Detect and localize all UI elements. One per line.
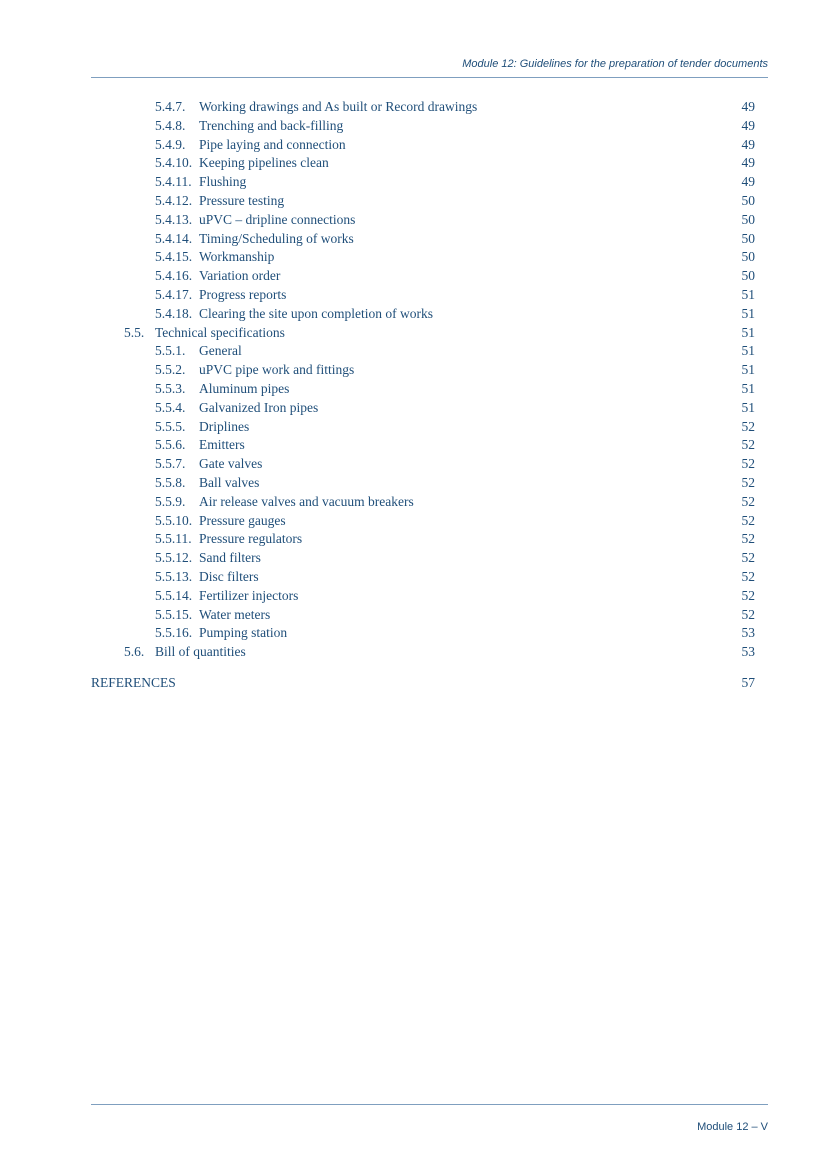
toc-entry-page-number: 51 (741, 381, 755, 396)
toc-entry-number: 5.4.16. (155, 268, 193, 284)
toc-entry-page-number: 50 (741, 249, 755, 265)
toc-entry-page-number: 53 (741, 644, 755, 660)
toc-entry-page-number: 51 (741, 287, 755, 302)
toc-entry[interactable] (0, 454, 826, 473)
toc-entry-title: Emitters (199, 437, 245, 453)
toc-entry-title: General (199, 343, 242, 359)
toc-entry[interactable] (0, 210, 826, 229)
footer-rule (91, 1104, 768, 1105)
toc-entry-title: Ball valves (199, 475, 260, 490)
toc-entry[interactable] (0, 492, 826, 511)
toc-entry-title: Sand filters (199, 550, 261, 566)
toc-entry-page-number: 52 (741, 569, 755, 584)
toc-entry-title: Workmanship (199, 249, 275, 265)
toc-entry-title: Pumping station (199, 625, 288, 641)
toc-entry[interactable] (0, 135, 826, 154)
toc-entry-title: Pressure regulators (199, 531, 303, 547)
toc-entry-number: 5.4.15. (155, 249, 193, 265)
toc-entry-page-number: 51 (741, 324, 755, 340)
toc-entry-title: Pipe laying and connection (199, 136, 346, 152)
toc-entry-title: Trenching and back-filling (199, 117, 344, 133)
toc-entry-number: 5.5.15. (155, 606, 193, 622)
toc-entry[interactable] (0, 153, 826, 172)
toc-entry-number: 5.5. (124, 324, 145, 340)
toc-entry-number: 5.5.9. (155, 493, 186, 509)
toc-entry[interactable] (0, 285, 826, 304)
toc-entry-number: 5.4.13. (155, 211, 193, 227)
toc-entry-title: Variation order (199, 268, 281, 284)
toc-entry-number: 5.5.12. (155, 550, 193, 566)
toc-entry-title: Pressure gauges (199, 512, 286, 528)
toc-entry[interactable] (0, 642, 826, 661)
toc-entry-page-number: 49 (741, 117, 755, 133)
toc-entry[interactable] (0, 304, 826, 323)
toc-entry[interactable] (0, 398, 826, 417)
toc-entry-number: 5.4.11. (155, 174, 192, 190)
toc-entry-title: Disc filters (199, 569, 259, 584)
toc-entry-page-number: 50 (741, 230, 755, 246)
toc-entry-number: 5.5.16. (155, 625, 193, 641)
toc-entry-page-number: 52 (741, 587, 755, 603)
toc-entry[interactable] (0, 567, 826, 586)
toc-entry-number: 5.5.8. (155, 475, 186, 490)
toc-entry-page-number: 49 (741, 155, 755, 171)
toc-entry-title: Progress reports (199, 287, 287, 302)
toc-entry-number: 5.5.2. (155, 362, 186, 378)
toc-entry[interactable] (0, 172, 826, 191)
toc-entry-number: 5.5.4. (155, 399, 186, 415)
toc-entry[interactable] (0, 473, 826, 492)
toc-entry-title: Technical specifications (155, 324, 285, 340)
toc-entry[interactable] (0, 511, 826, 530)
toc-entry[interactable] (0, 97, 826, 116)
toc-entry-number: 5.5.14. (155, 587, 193, 603)
toc-entry-page-number: 52 (741, 512, 755, 528)
toc-entry-page-number: 52 (741, 418, 755, 434)
toc-entry-title: uPVC – dripline connections (199, 211, 356, 227)
toc-entry-title: Clearing the site upon completion of works (199, 305, 433, 321)
toc-entry-number: 5.4.18. (155, 305, 193, 321)
toc-entry-number: 5.4.10. (155, 155, 193, 171)
toc-entry[interactable] (0, 548, 826, 567)
toc-entry-title: Gate valves (199, 456, 263, 472)
toc-entry[interactable] (0, 605, 826, 624)
toc-entry-number: 5.5.11. (155, 531, 192, 547)
toc-entry-page-number: 52 (741, 437, 755, 453)
toc-entry-title: Driplines (199, 418, 250, 434)
toc-entry[interactable] (0, 529, 826, 548)
toc-entry-page-number: 50 (741, 211, 755, 227)
toc-entry-number: 5.4.8. (155, 117, 186, 133)
toc-entry-number: 5.4.7. (155, 99, 186, 114)
toc-entry[interactable] (0, 379, 826, 398)
toc-entry-number: 5.5.5. (155, 418, 186, 434)
toc-entry-page-number: 51 (741, 362, 755, 378)
toc-entry-page-number: 52 (741, 456, 755, 472)
toc-entry[interactable] (0, 191, 826, 210)
toc-entry-title: Air release valves and vacuum breakers (199, 493, 414, 509)
toc-entry-title: Working drawings and As built or Record drawings (199, 99, 478, 114)
toc-entry-number: 5.5.10. (155, 512, 193, 528)
toc-entry[interactable] (0, 417, 826, 436)
toc-entry-title: Water meters (199, 606, 271, 622)
toc-entry[interactable] (0, 673, 826, 692)
toc-entry-page-number: 52 (741, 475, 755, 490)
toc-entry[interactable] (0, 247, 826, 266)
toc-entry-number: 5.4.14. (155, 230, 193, 246)
toc-entry-title: uPVC pipe work and fittings (199, 362, 355, 378)
toc-entry-page-number: 49 (741, 99, 755, 114)
toc-entry-number: 5.5.1. (155, 343, 186, 359)
toc-entry-title: Timing/Scheduling of works (199, 230, 354, 246)
toc-entry[interactable] (0, 360, 826, 379)
toc-entry-page-number: 51 (741, 343, 755, 359)
toc-entry-title: Bill of quantities (155, 644, 246, 660)
toc-entry[interactable] (0, 435, 826, 454)
page-footer: Module 12 – V (697, 1121, 768, 1133)
toc-entry-page-number: 53 (741, 625, 755, 641)
toc-entry-title: Flushing (199, 174, 247, 190)
toc-entry-number: 5.5.3. (155, 381, 186, 396)
toc-entry[interactable] (0, 323, 826, 342)
toc-entry-title: REFERENCES (91, 675, 176, 690)
running-header: Module 12: Guidelines for the preparation of tender documents (462, 58, 768, 70)
toc-entry-page-number: 52 (741, 531, 755, 547)
toc-entry-number: 5.6. (124, 644, 145, 660)
toc-entry-number: 5.4.17. (155, 287, 193, 302)
toc-entry-page-number: 49 (741, 174, 755, 190)
toc-entry-number: 5.5.13. (155, 569, 193, 584)
toc-entry-page-number: 50 (741, 268, 755, 284)
toc-entry-page-number: 52 (741, 550, 755, 566)
header-rule (91, 77, 768, 78)
toc-entry-page-number: 52 (741, 493, 755, 509)
toc-entry-page-number: 51 (741, 305, 755, 321)
toc-entry-page-number: 57 (741, 675, 755, 690)
toc-entry-title: Aluminum pipes (199, 381, 290, 396)
toc-entry[interactable] (0, 586, 826, 605)
toc-entry[interactable] (0, 266, 826, 285)
toc-entry-page-number: 52 (741, 606, 755, 622)
toc-entry[interactable] (0, 229, 826, 248)
toc-entry-page-number: 50 (741, 193, 755, 208)
toc-entry-page-number: 51 (741, 399, 755, 415)
toc-entry-title: Keeping pipelines clean (199, 155, 329, 171)
toc-entry-number: 5.5.7. (155, 456, 186, 472)
toc-entry-number: 5.4.9. (155, 136, 186, 152)
toc-entry-number: 5.4.12. (155, 193, 193, 208)
toc-entry-number: 5.5.6. (155, 437, 186, 453)
toc-entry-title: Fertilizer injectors (199, 587, 299, 603)
toc-entry-title: Pressure testing (199, 193, 285, 208)
toc-entry[interactable] (0, 341, 826, 360)
toc-entry-title: Galvanized Iron pipes (199, 399, 319, 415)
toc-entry[interactable] (0, 623, 826, 642)
toc-entry-page-number: 49 (741, 136, 755, 152)
toc-entry[interactable] (0, 116, 826, 135)
